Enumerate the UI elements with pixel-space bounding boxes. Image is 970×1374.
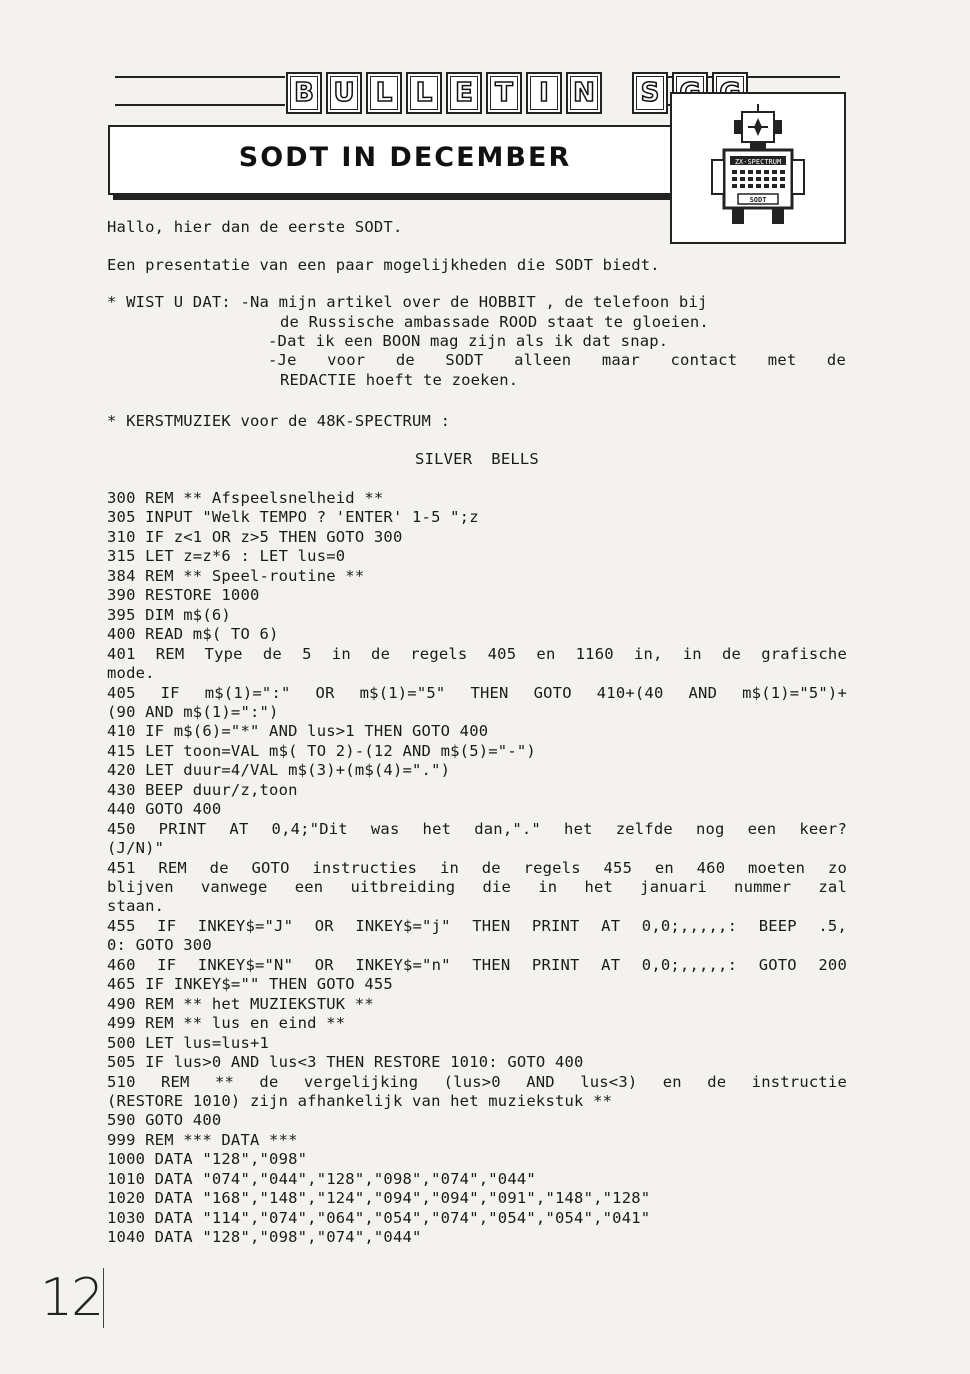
wist-line-3: -Dat ik een BOON mag zijn als ik dat snap. — [268, 332, 669, 350]
headline-box — [108, 125, 702, 195]
code-line: 310 IF z<1 OR z>5 THEN GOTO 300 — [107, 527, 403, 546]
code-line: 0: GOTO 300 — [107, 936, 212, 955]
title-letter: S — [632, 72, 668, 114]
code-line: 400 READ m$( TO 6) — [107, 625, 279, 644]
code-line: 305 INPUT "Welk TEMPO ? 'ENTER' 1-5 ";z — [107, 508, 479, 527]
masthead-rule-bottom — [115, 104, 285, 106]
masthead-rule-top — [115, 76, 285, 78]
page-number-divider — [103, 1268, 104, 1328]
code-line: 500 LET lus=lus+1 — [107, 1033, 270, 1052]
code-line: 455 IF INKEY$="J" OR INKEY$="j" THEN PRINT AT 0,0;,,,,,: BEEP .5, — [107, 916, 847, 935]
code-line: 315 LET z=z*6 : LET lus=0 — [107, 547, 346, 566]
code-line: 465 IF INKEY$="" THEN GOTO 455 — [107, 975, 393, 994]
code-line: 410 IF m$(6)="*" AND lus>1 THEN GOTO 400 — [107, 722, 489, 741]
code-line: 415 LET toon=VAL m$( TO 2)-(12 AND m$(5)="-") — [107, 741, 536, 760]
code-line: blijven vanwege een uitbreiding die in het januari nummer zal — [107, 878, 847, 896]
code-line: 505 IF lus>0 AND lus<3 THEN RESTORE 1010: GOTO 400 — [107, 1053, 584, 1072]
code-line: 460 IF INKEY$="N" OR INKEY$="n" THEN PRINT AT 0,0;,,,,,: GOTO 200 — [107, 955, 847, 974]
intro-greeting: Hallo, hier dan de eerste SODT. — [107, 218, 403, 236]
kerst-heading: * KERSTMUZIEK voor de 48K-SPECTRUM : — [107, 412, 451, 430]
title-letter: L — [406, 72, 442, 114]
code-line: 1030 DATA "114","074","064","054","074","054","054","041" — [107, 1208, 651, 1227]
code-line: 510 REM ** de vergelijking (lus>0 AND lus<3) en de instructie — [107, 1072, 847, 1091]
code-line: 390 RESTORE 1000 — [107, 586, 260, 605]
code-line: 395 DIM m$(6) — [107, 605, 231, 624]
code-line: (J/N)" — [107, 839, 165, 858]
robot-computer-icon — [672, 94, 844, 242]
page-number: 12 — [40, 1268, 103, 1328]
code-line: (90 AND m$(1)=":") — [107, 702, 279, 721]
wist-line-4: -Je voor de SODT alleen maar contact met de — [268, 351, 846, 369]
code-line: 401 REM Type de 5 in de regels 405 en 1160 in, in de grafische — [107, 644, 847, 663]
robot-label-top: ZX-SPECTRUM — [734, 158, 782, 166]
code-line: 384 REM ** Speel-routine ** — [107, 566, 365, 585]
title-letter: E — [446, 72, 482, 114]
code-line: 451 REM de GOTO instructies in de regels 455 en 460 moeten zo — [107, 858, 847, 877]
headline: SODT IN DECEMBER — [238, 142, 572, 173]
code-line: 440 GOTO 400 — [107, 800, 222, 819]
code-line: 490 REM ** het MUZIEKSTUK ** — [107, 994, 374, 1013]
title-letter: N — [566, 72, 602, 114]
code-line: 405 IF m$(1)=":" OR m$(1)="5" THEN GOTO 410+(40 AND m$(1)="5")+ — [107, 683, 847, 702]
title-letter: I — [526, 72, 562, 114]
robot-label-bottom: SODT — [749, 196, 767, 204]
song-title: SILVER BELLS — [415, 450, 539, 468]
title-gap — [606, 72, 628, 114]
title-letter: B — [286, 72, 322, 114]
code-line: 1020 DATA "168","148","124","094","094","091","148","128" — [107, 1189, 651, 1208]
wist-line-2: de Russische ambassade ROOD staat te gloeien. — [280, 313, 709, 331]
title-letter: T — [486, 72, 522, 114]
wist-line-5: REDACTIE hoeft te zoeken. — [280, 371, 519, 389]
code-line: 1010 DATA "074","044","128","098","074","044" — [107, 1169, 536, 1188]
code-line: (RESTORE 1010) zijn afhankelijk van het muziekstuk ** — [107, 1091, 613, 1110]
code-line: 590 GOTO 400 — [107, 1111, 222, 1130]
title-letter: L — [366, 72, 402, 114]
robot-illustration-box — [670, 92, 846, 244]
code-line: staan. — [107, 897, 165, 916]
code-line: 499 REM ** lus en eind ** — [107, 1014, 346, 1033]
title-letter: U — [326, 72, 362, 114]
intro-presentation: Een presentatie van een paar mogelijkheden die SODT biedt. — [107, 256, 660, 274]
code-line: 450 PRINT AT 0,4;"Dit was het dan,"." het zelfde nog een keer? — [107, 819, 847, 838]
wist-line-1: * WIST U DAT: -Na mijn artikel over de HOBBIT , de telefoon bij — [107, 293, 708, 311]
code-line: 1000 DATA "128","098" — [107, 1150, 308, 1169]
code-line: mode. — [107, 664, 155, 683]
code-line: 300 REM ** Afspeelsnelheid ** — [107, 489, 384, 507]
code-line: 1040 DATA "128","098","074","044" — [107, 1228, 422, 1247]
code-line: 420 LET duur=4/VAL m$(3)+(m$(4)=".") — [107, 761, 451, 780]
code-line: 999 REM *** DATA *** — [107, 1130, 298, 1149]
code-line: 430 BEEP duur/z,toon — [107, 780, 298, 799]
